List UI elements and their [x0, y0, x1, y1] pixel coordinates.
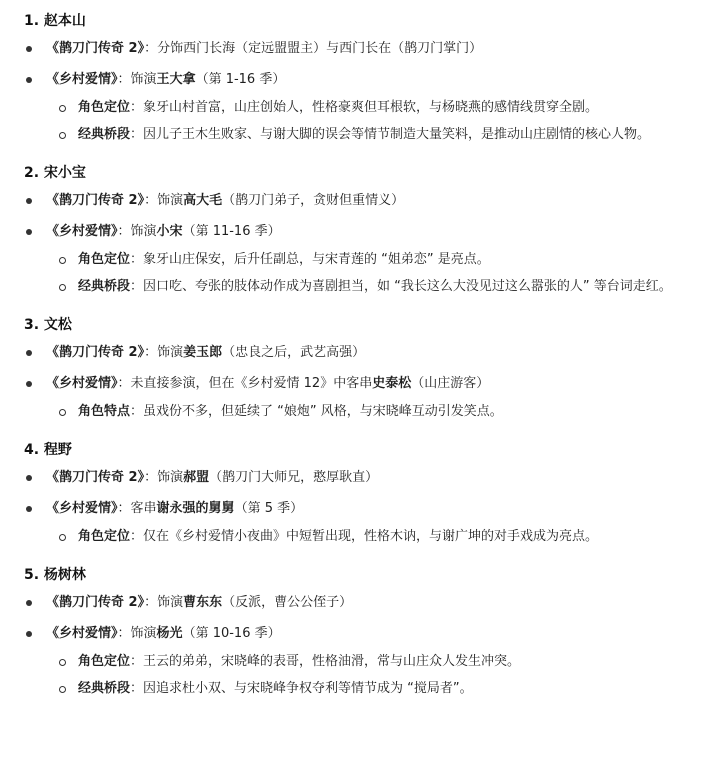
detail-text: 象牙山村首富，山庄创始人，性格豪爽但耳根软，与杨晓燕的感情线贯穿全剧。: [143, 100, 599, 115]
detail-label: 经典桥段: [78, 127, 131, 142]
actor-name-heading: 2. 宋小宝: [24, 165, 86, 181]
role-name: 曹东东: [183, 595, 223, 610]
disc-bullet-icon: [26, 46, 32, 52]
description-prefix: 饰演: [157, 345, 184, 360]
actor-name-heading: 4. 程野: [24, 442, 72, 458]
actor-section: [24, 565, 708, 699]
work-list-item: [24, 374, 708, 394]
disc-bullet-icon: [26, 350, 32, 356]
description-suffix: （第 5 季）: [234, 501, 304, 516]
work-list-item: [24, 468, 708, 488]
description-prefix: 饰演: [130, 224, 157, 239]
role-name: 小宋: [156, 224, 183, 239]
detail-label: 角色定位: [78, 529, 131, 544]
description-prefix: 未直接参演，但在《乡村爱情 12》中客串: [130, 376, 373, 391]
role-name: 谢永强的舅舅: [156, 501, 235, 516]
detail-list-item: [24, 250, 708, 270]
detail-label: 角色定位: [78, 100, 131, 115]
detail-list-item: [24, 402, 708, 422]
detail-label: 角色定位: [78, 252, 131, 267]
circle-bullet-icon: [59, 105, 66, 112]
role-name: 史泰松: [372, 376, 412, 391]
detail-label: 角色特点: [78, 404, 131, 419]
work-title: 《鹊刀门传奇 2》: [46, 470, 145, 485]
work-title: 《乡村爱情》: [46, 501, 118, 516]
work-list-item: [24, 222, 708, 242]
description-suffix: （山庄游客）: [411, 376, 490, 391]
circle-bullet-icon: [59, 534, 66, 541]
separator: ：: [117, 501, 131, 516]
separator: ：: [144, 193, 158, 208]
circle-bullet-icon: [59, 284, 66, 291]
work-title: 《鹊刀门传奇 2》: [46, 345, 145, 360]
separator: ：: [130, 252, 144, 267]
separator: ：: [130, 279, 144, 294]
actor-name-heading: 1. 赵本山: [24, 13, 86, 29]
detail-list-item: [24, 679, 708, 699]
separator: ：: [144, 345, 158, 360]
work-title: 《鹊刀门传奇 2》: [46, 193, 145, 208]
separator: ：: [144, 595, 158, 610]
actor-section: [24, 11, 708, 145]
detail-list-item: [24, 527, 708, 547]
actor-section: [24, 163, 708, 297]
description-suffix: （忠良之后，武艺高强）: [222, 345, 366, 360]
detail-text: 虽戏份不多，但延续了 “娘炮” 风格，与宋晓峰互动引发笑点。: [143, 404, 503, 419]
detail-text: 因追求杜小双、与宋晓峰争权夺利等情节成为 “搅局者”。: [143, 681, 473, 696]
disc-bullet-icon: [26, 600, 32, 606]
work-title: 《鹊刀门传奇 2》: [46, 595, 145, 610]
detail-text: 因口吃、夸张的肢体动作成为喜剧担当，如 “我长这么大没见过这么嚣张的人” 等台词走红。: [143, 279, 672, 294]
separator: ：: [130, 529, 144, 544]
separator: ：: [130, 100, 144, 115]
description-prefix: 饰演: [157, 470, 184, 485]
description-prefix: 饰演: [130, 72, 157, 87]
work-title: 《乡村爱情》: [46, 376, 118, 391]
separator: ：: [130, 127, 144, 142]
role-name: 王大拿: [156, 72, 196, 87]
description-suffix: （反派，曹公公侄子）: [222, 595, 353, 610]
detail-list-item: [24, 125, 708, 145]
description-prefix: 饰演: [157, 193, 184, 208]
circle-bullet-icon: [59, 409, 66, 416]
description-prefix: 饰演: [157, 595, 184, 610]
work-list-item: [24, 593, 708, 613]
actor-name-heading: 3. 文松: [24, 317, 72, 333]
disc-bullet-icon: [26, 198, 32, 204]
role-name: 杨光: [156, 626, 183, 641]
description-prefix: 分饰西门长海（定远盟盟主）与西门长在（鹊刀门掌门）: [157, 41, 483, 56]
actor-section: [24, 440, 708, 547]
circle-bullet-icon: [59, 257, 66, 264]
disc-bullet-icon: [26, 229, 32, 235]
disc-bullet-icon: [26, 631, 32, 637]
detail-text: 因儿子王木生败家、与谢大脚的误会等情节制造大量笑料，是推动山庄剧情的核心人物。: [143, 127, 651, 142]
disc-bullet-icon: [26, 381, 32, 387]
separator: ：: [144, 41, 158, 56]
description-suffix: （第 1-16 季）: [195, 72, 286, 87]
detail-text: 仅在《乡村爱情小夜曲》中短暂出现，性格木讷，与谢广坤的对手戏成为亮点。: [143, 529, 599, 544]
separator: ：: [117, 72, 131, 87]
detail-list-item: [24, 652, 708, 672]
work-list-item: [24, 39, 708, 59]
work-list-item: [24, 70, 708, 90]
disc-bullet-icon: [26, 77, 32, 83]
description-prefix: 饰演: [130, 626, 157, 641]
description-suffix: （第 11-16 季）: [182, 224, 281, 239]
disc-bullet-icon: [26, 506, 32, 512]
role-name: 郝盟: [183, 470, 210, 485]
detail-list-item: [24, 98, 708, 118]
work-list-item: [24, 499, 708, 519]
separator: ：: [130, 404, 144, 419]
separator: ：: [117, 224, 131, 239]
description-suffix: （第 10-16 季）: [182, 626, 281, 641]
separator: ：: [117, 376, 131, 391]
work-title: 《乡村爱情》: [46, 72, 118, 87]
detail-label: 经典桥段: [78, 279, 131, 294]
circle-bullet-icon: [59, 686, 66, 693]
work-title: 《乡村爱情》: [46, 224, 118, 239]
detail-list-item: [24, 277, 708, 297]
separator: ：: [130, 654, 144, 669]
work-list-item: [24, 343, 708, 363]
detail-text: 王云的弟弟，宋晓峰的表哥，性格油滑，常与山庄众人发生冲突。: [143, 654, 521, 669]
description-suffix: （鹊刀门弟子，贪财但重情义）: [222, 193, 405, 208]
disc-bullet-icon: [26, 475, 32, 481]
role-name: 姜玉郎: [183, 345, 223, 360]
description-prefix: 客串: [130, 501, 157, 516]
actor-section: [24, 315, 708, 422]
work-title: 《鹊刀门传奇 2》: [46, 41, 145, 56]
detail-label: 经典桥段: [78, 681, 131, 696]
separator: ：: [130, 681, 144, 696]
separator: ：: [117, 626, 131, 641]
role-name: 高大毛: [183, 193, 223, 208]
work-list-item: [24, 624, 708, 644]
actor-name-heading: 5. 杨树林: [24, 567, 86, 583]
work-title: 《乡村爱情》: [46, 626, 118, 641]
description-suffix: （鹊刀门大师兄，憨厚耿直）: [209, 470, 379, 485]
separator: ：: [144, 470, 158, 485]
detail-label: 角色定位: [78, 654, 131, 669]
detail-text: 象牙山庄保安，后升任副总，与宋青莲的 “姐弟恋” 是亮点。: [143, 252, 490, 267]
circle-bullet-icon: [59, 659, 66, 666]
work-list-item: [24, 191, 708, 211]
circle-bullet-icon: [59, 132, 66, 139]
